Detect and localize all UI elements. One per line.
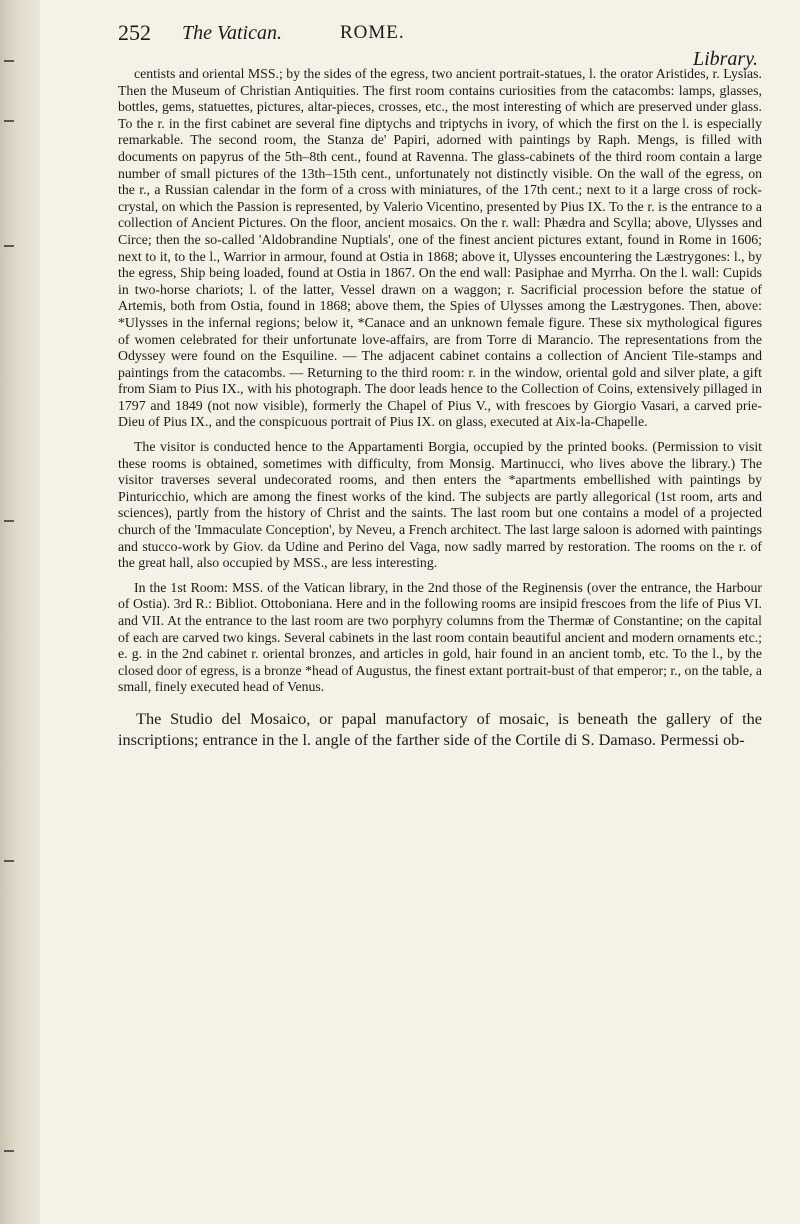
running-title-center: ROME. — [340, 22, 405, 43]
running-title-right: Library. — [692, 48, 758, 70]
gutter-mark — [4, 60, 14, 62]
paragraph-studio-del-mosaico: The Studio del Mosaico, or papal manufactory of mosaic, is beneath the gallery of the inscriptions; entrance in the l. angle of the farther side of the Cortile di S. Damaso. Permessi ob- — [118, 708, 762, 750]
gutter-mark — [4, 860, 14, 862]
page-number: 252 — [118, 20, 151, 45]
paragraph-museum-christian-antiquities: centists and oriental MSS.; by the sides of the egress, two ancient portrait-statues, l. the orator Aristides, r. Lysias. Then the Museum of Christian Antiquities. The first room contains curiosities from the catacombs: lamps, glasses, bottles, gems, statuettes, pictures, altar-pieces, crosses, etc., the most interesting of which are preserved under glass. To the r. in the first cabinet are several fine diptychs and triptychs in ivory, of which the first on the l. is especially remarkable. The second room, the Stanza de' Papiri, adorned with paintings by Raph. Mengs, is filled with documents on papyrus of the 5th–8th cent., found at Ravenna. The glass-cabinets of the third room contain a large number of small pictures of the 13th–15th cent., unfortunately not distinctly visible. On the wall of the egress, on the r., a Russian calendar in the form of a cross with miniatures, of the 17th cent.; next to it a large cross of rock-crystal, on which the Passion is represented, by Valerio Vicentino, presented by Pius IX. To the r. is the entrance to a collection of Ancient Pictures. On the floor, ancient mosaics. On the r. wall: Phædra and Scylla; above, Ulysses and Circe; then the so-called 'Aldobrandine Nuptials', one of the finest ancient pictures extant, found in Rome in 1606; next to it, to the l., Warrior in armour, found at Ostia in 1868; above it, Ulysses encountering the Læstrygones: l., by the egress, Ship being loaded, found at Ostia in 1867. On the end wall: Pasiphae and Myrrha. On the l. wall: Cupids in two-horse chariots; l. of the latter, Vessel drawn on a waggon; r. Sacrificial procession before the statue of Artemis, both from Ostia, found in 1868; above them, the Spies of Ulysses among the Læstrygones. Then, above: *Ulysses in the infernal regions; below it, *Canace and an unknown female figure. These six mythological figures of women celebrated for their unfortunate love-affairs, are from Torre di Marancio. The representations from the Odyssey were found on the Esquiline. — The adjacent cabinet contains a collection of Ancient Tile-stamps and paintings from the catacombs. — Returning to the third room: r. in the window, oriental gold and silver plate, a gift from Siam to Pius IX., with his photograph. The door leads hence to the Collection of Coins, extensively pillaged in 1797 and 1849 (not now visible), formerly the Chapel of Pius V., with frescoes by Giorgio Vasari, a carved prie-Dieu of Pius IX., and the conspicuous portrait of Pius IX. on glass, executed at Aix-la-Chapelle. — [118, 66, 762, 430]
book-page — [118, 12, 762, 751]
running-header — [118, 12, 762, 70]
large-print-section — [118, 708, 762, 751]
page-gutter — [0, 0, 40, 1224]
paragraph-rooms-list: In the 1st Room: MSS. of the Vatican library, in the 2nd those of the Reginensis (over the entrance, the Harbour of Ostia). 3rd R.: Bibliot. Ottoboniana. Here and in the following rooms are insipid frescoes from the life of Pius VI. and VII. At the entrance to the last room are two porphyry columns from the Thermæ of Constantine; on the capital of each are carved two kings. Several cabinets in the last room contain beautiful ancient and modern ornaments etc.; e. g. in the 2nd cabinet r. oriental bronzes, and articles in gold, hair found in an ancient tomb, etc. To the l., by the closed door of egress, is a bronze *head of Augustus, the finest extant portrait-bust of that emperor; r., on the table, a small, finely executed head of Venus. — [118, 579, 762, 695]
paragraph-appartamenti-borgia: The visitor is conducted hence to the Appartamenti Borgia, occupied by the printed books. (Permission to visit these rooms is obtained, sometimes with difficulty, from Monsig. Martinucci, who lives above the library.) The visitor traverses several undecorated rooms, and then enters the *apartments embellished with paintings by Pinturicchio, which are among the finest works of the kind. The subjects are partly allegorical (1st room, arts and sciences), partly from the history of Christ and the saints. The last room but one contains a model of a projected church of the 'Immaculate Conception', by Neveu, a French architect. The last large saloon is adorned with paintings and stucco-work by Giov. da Udine and Perino del Vaga, now sadly marred by restoration. The rooms on the r. of the great hall, also occupied by MSS., are less interesting. — [118, 439, 762, 571]
gutter-mark — [4, 245, 14, 247]
running-title-left: The Vatican. — [182, 22, 282, 44]
small-print-section — [118, 66, 762, 696]
gutter-mark — [4, 1150, 14, 1152]
gutter-mark — [4, 520, 14, 522]
gutter-mark — [4, 120, 14, 122]
